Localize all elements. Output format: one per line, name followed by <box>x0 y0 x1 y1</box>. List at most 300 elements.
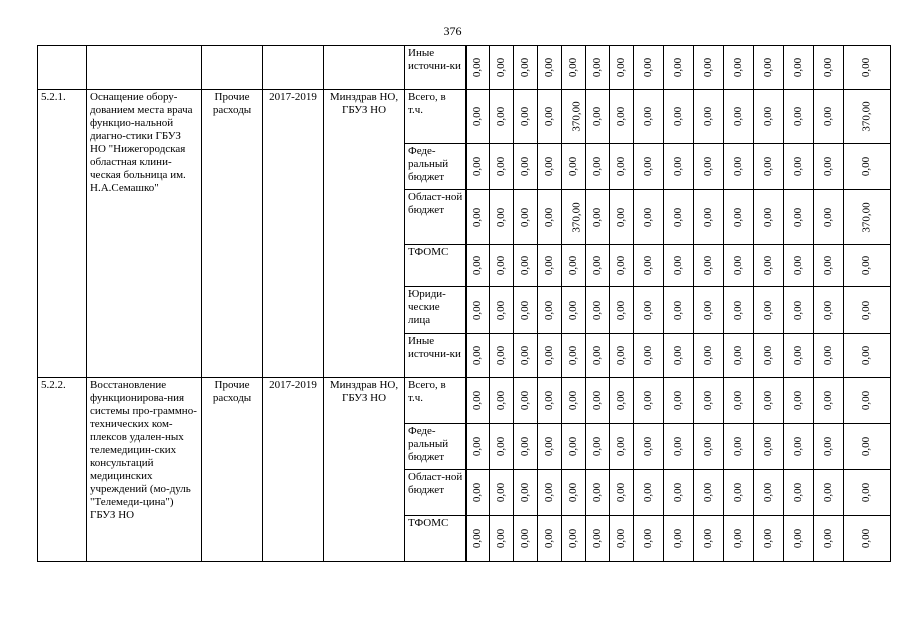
value-text: 0,00 <box>519 255 531 276</box>
value-cell <box>694 46 724 90</box>
value-text: 0,00 <box>495 207 507 227</box>
value-text: 0,00 <box>615 300 627 320</box>
value-cell <box>466 144 490 190</box>
value-cell <box>538 378 562 424</box>
value-text: 0,00 <box>519 436 531 457</box>
value-text: 0,00 <box>519 528 531 549</box>
value-text: 0,00 <box>591 57 603 78</box>
value-cell <box>754 245 784 287</box>
value-cell <box>634 516 664 562</box>
value-cell <box>724 287 754 334</box>
page-number: 376 <box>443 24 462 38</box>
value-cell <box>784 245 814 287</box>
value-cell <box>514 190 538 245</box>
value-text: 0,00 <box>471 436 484 457</box>
value-text: 0,00 <box>732 390 744 411</box>
value-text: 370,00 <box>570 101 583 132</box>
value-cell <box>814 516 844 562</box>
value-cell <box>754 90 784 144</box>
value-text: 0,00 <box>567 528 579 549</box>
value-text: 0,00 <box>822 436 834 457</box>
value-text: 0,00 <box>642 207 654 227</box>
value-cell <box>664 424 694 470</box>
value-cell <box>724 190 754 245</box>
value-cell <box>664 190 694 245</box>
value-cell <box>634 334 664 378</box>
value-cell <box>634 287 664 334</box>
value-text: 0,00 <box>702 207 714 227</box>
value-text: 0,00 <box>762 106 774 127</box>
value-text: 0,00 <box>860 57 873 78</box>
value-text: 0,00 <box>860 528 873 549</box>
value-cell <box>844 46 891 90</box>
value-text: 0,00 <box>591 300 603 320</box>
value-cell <box>490 424 514 470</box>
value-text: 0,00 <box>519 345 531 366</box>
value-cell <box>754 378 784 424</box>
source-cell: Всего, в т.ч. <box>405 378 466 424</box>
value-cell <box>634 46 664 90</box>
value-text: 0,00 <box>495 436 507 457</box>
value-cell <box>694 470 724 516</box>
value-cell <box>634 424 664 470</box>
value-cell <box>724 378 754 424</box>
value-text: 370,00 <box>860 201 873 233</box>
value-text: 0,00 <box>702 300 714 320</box>
value-cell <box>586 245 610 287</box>
value-cell <box>844 378 891 424</box>
value-cell <box>634 470 664 516</box>
value-text: 0,00 <box>471 207 484 227</box>
value-cell <box>538 46 562 90</box>
value-text: 0,00 <box>762 436 774 457</box>
value-text: 0,00 <box>860 300 873 320</box>
expense-type: Прочие расходы <box>202 378 263 562</box>
value-text: 0,00 <box>471 528 484 549</box>
value-text: 0,00 <box>860 482 873 503</box>
source-cell: ТФОМС <box>405 245 466 287</box>
value-text: 0,00 <box>615 390 627 411</box>
value-cell <box>586 190 610 245</box>
value-cell <box>754 287 784 334</box>
value-cell <box>784 470 814 516</box>
value-cell <box>514 245 538 287</box>
value-text: 0,00 <box>762 57 774 78</box>
value-cell <box>490 378 514 424</box>
value-cell <box>724 334 754 378</box>
value-cell <box>664 287 694 334</box>
value-text: 0,00 <box>702 528 714 549</box>
value-cell <box>634 90 664 144</box>
value-cell <box>538 424 562 470</box>
value-cell <box>466 245 490 287</box>
value-cell <box>610 190 634 245</box>
value-text: 0,00 <box>543 390 555 411</box>
value-cell <box>538 287 562 334</box>
section-code: 5.2.1. <box>38 90 87 378</box>
value-text: 0,00 <box>567 482 579 503</box>
value-cell <box>664 334 694 378</box>
value-text: 0,00 <box>762 255 774 276</box>
value-text: 0,00 <box>615 528 627 549</box>
value-cell <box>562 516 586 562</box>
value-cell <box>610 470 634 516</box>
value-text: 0,00 <box>642 345 654 366</box>
value-cell <box>514 90 538 144</box>
value-text: 0,00 <box>672 106 684 127</box>
value-cell <box>538 190 562 245</box>
value-cell <box>634 190 664 245</box>
value-text: 0,00 <box>543 255 555 276</box>
empty-cell <box>263 46 324 90</box>
value-cell <box>784 90 814 144</box>
value-cell <box>724 245 754 287</box>
source-cell: Иные источни-ки <box>405 46 466 90</box>
value-text: 0,00 <box>762 482 774 503</box>
table-row <box>38 378 891 424</box>
value-cell <box>490 516 514 562</box>
value-cell <box>538 245 562 287</box>
value-cell <box>466 190 490 245</box>
value-cell <box>514 424 538 470</box>
value-text: 0,00 <box>702 255 714 276</box>
value-cell <box>694 144 724 190</box>
value-text: 370,00 <box>570 201 583 233</box>
value-cell <box>664 245 694 287</box>
value-text: 0,00 <box>642 390 654 411</box>
source-cell: ТФОМС <box>405 516 466 562</box>
value-cell <box>784 378 814 424</box>
value-cell <box>844 190 891 245</box>
value-text: 0,00 <box>642 528 654 549</box>
value-cell <box>514 470 538 516</box>
value-cell <box>784 287 814 334</box>
value-cell <box>562 90 586 144</box>
value-text: 0,00 <box>567 436 579 457</box>
value-text: 0,00 <box>702 482 714 503</box>
value-cell <box>814 378 844 424</box>
value-cell <box>538 144 562 190</box>
value-text: 0,00 <box>615 255 627 276</box>
source-cell: Юриди-ческие лица <box>405 287 466 334</box>
value-cell <box>694 190 724 245</box>
value-text: 0,00 <box>792 57 804 78</box>
value-text: 0,00 <box>702 345 714 366</box>
value-cell <box>562 334 586 378</box>
value-text: 0,00 <box>591 436 603 457</box>
value-text: 0,00 <box>642 300 654 320</box>
value-cell <box>844 90 891 144</box>
value-cell <box>466 334 490 378</box>
value-text: 0,00 <box>567 300 579 320</box>
value-text: 0,00 <box>762 156 774 177</box>
value-cell <box>844 516 891 562</box>
value-cell <box>784 190 814 245</box>
value-text: 0,00 <box>471 390 484 411</box>
value-cell <box>514 334 538 378</box>
value-cell <box>562 190 586 245</box>
value-text: 0,00 <box>792 345 804 366</box>
value-cell <box>562 424 586 470</box>
value-cell <box>844 144 891 190</box>
value-text: 0,00 <box>792 156 804 177</box>
value-cell <box>610 46 634 90</box>
value-text: 0,00 <box>672 57 684 78</box>
value-cell <box>610 245 634 287</box>
value-cell <box>694 424 724 470</box>
value-text: 0,00 <box>672 436 684 457</box>
value-text: 0,00 <box>615 207 627 227</box>
value-text: 0,00 <box>519 106 531 127</box>
value-text: 0,00 <box>615 436 627 457</box>
value-text: 0,00 <box>672 207 684 227</box>
value-text: 0,00 <box>822 528 834 549</box>
value-cell <box>694 378 724 424</box>
value-cell <box>562 470 586 516</box>
value-text: 0,00 <box>567 255 579 276</box>
value-cell <box>754 46 784 90</box>
value-cell <box>814 144 844 190</box>
value-text: 0,00 <box>792 436 804 457</box>
value-text: 0,00 <box>860 436 873 457</box>
value-cell <box>664 90 694 144</box>
value-text: 0,00 <box>591 528 603 549</box>
table-row <box>38 90 891 144</box>
value-text: 0,00 <box>732 106 744 127</box>
value-cell <box>466 46 490 90</box>
value-cell <box>586 424 610 470</box>
value-cell <box>844 334 891 378</box>
value-cell <box>784 516 814 562</box>
value-text: 0,00 <box>495 300 507 320</box>
value-cell <box>586 516 610 562</box>
value-cell <box>586 46 610 90</box>
value-text: 0,00 <box>672 482 684 503</box>
value-text: 0,00 <box>822 207 834 227</box>
value-cell <box>664 516 694 562</box>
value-cell <box>466 424 490 470</box>
value-cell <box>610 287 634 334</box>
value-text: 0,00 <box>543 106 555 127</box>
value-cell <box>586 334 610 378</box>
value-text: 0,00 <box>543 57 555 78</box>
value-text: 0,00 <box>615 106 627 127</box>
value-text: 0,00 <box>732 207 744 227</box>
value-text: 0,00 <box>822 482 834 503</box>
value-cell <box>634 144 664 190</box>
value-text: 0,00 <box>822 300 834 320</box>
value-text: 0,00 <box>543 436 555 457</box>
value-cell <box>586 378 610 424</box>
value-text: 0,00 <box>471 255 484 276</box>
value-text: 0,00 <box>567 345 579 366</box>
value-cell <box>754 190 784 245</box>
value-text: 0,00 <box>615 482 627 503</box>
value-text: 0,00 <box>732 57 744 78</box>
value-cell <box>490 190 514 245</box>
value-text: 0,00 <box>732 345 744 366</box>
value-text: 0,00 <box>642 156 654 177</box>
value-text: 0,00 <box>519 156 531 177</box>
value-cell <box>490 90 514 144</box>
value-text: 0,00 <box>792 528 804 549</box>
value-cell <box>814 190 844 245</box>
value-text: 0,00 <box>591 390 603 411</box>
value-cell <box>664 144 694 190</box>
value-text: 0,00 <box>702 436 714 457</box>
value-cell <box>466 516 490 562</box>
value-text: 0,00 <box>672 390 684 411</box>
value-cell <box>814 287 844 334</box>
source-cell: Област-ной бюджет <box>405 190 466 245</box>
value-cell <box>694 245 724 287</box>
value-text: 0,00 <box>672 300 684 320</box>
source-cell: Иные источни-ки <box>405 334 466 378</box>
value-text: 0,00 <box>591 156 603 177</box>
value-cell <box>754 516 784 562</box>
value-text: 0,00 <box>702 156 714 177</box>
value-cell <box>490 287 514 334</box>
section-name: Оснащение обору-дованием места врача функцио-нальной диагно-стики ГБУЗ НО "Нижегородская областная клини-ческая больница им. Н.А.Семашко" <box>87 90 202 378</box>
value-cell <box>610 516 634 562</box>
value-cell <box>562 245 586 287</box>
value-cell <box>664 470 694 516</box>
value-cell <box>814 424 844 470</box>
value-text: 0,00 <box>543 300 555 320</box>
value-text: 0,00 <box>495 482 507 503</box>
empty-cell <box>38 46 87 90</box>
value-text: 0,00 <box>642 436 654 457</box>
value-text: 0,00 <box>732 482 744 503</box>
period: 2017-2019 <box>263 90 324 378</box>
value-text: 0,00 <box>495 528 507 549</box>
value-cell <box>694 90 724 144</box>
table-row <box>38 46 891 90</box>
value-text: 0,00 <box>672 156 684 177</box>
value-cell <box>514 144 538 190</box>
expense-type: Прочие расходы <box>202 90 263 378</box>
value-text: 0,00 <box>762 528 774 549</box>
value-text: 0,00 <box>567 390 579 411</box>
value-text: 0,00 <box>591 482 603 503</box>
value-cell <box>724 424 754 470</box>
value-text: 0,00 <box>591 207 603 227</box>
value-cell <box>466 470 490 516</box>
value-cell <box>814 245 844 287</box>
value-text: 0,00 <box>792 390 804 411</box>
value-cell <box>724 46 754 90</box>
value-cell <box>562 144 586 190</box>
value-text: 0,00 <box>672 345 684 366</box>
budget-table <box>37 45 891 562</box>
value-cell <box>514 46 538 90</box>
value-cell <box>844 245 891 287</box>
value-text: 0,00 <box>567 57 579 78</box>
value-cell <box>538 90 562 144</box>
value-cell <box>784 46 814 90</box>
value-cell <box>724 90 754 144</box>
value-text: 0,00 <box>762 390 774 411</box>
value-text: 0,00 <box>591 106 603 127</box>
value-cell <box>754 470 784 516</box>
value-text: 0,00 <box>567 156 579 177</box>
value-text: 0,00 <box>732 528 744 549</box>
value-cell <box>754 424 784 470</box>
executor: Минздрав НО, ГБУЗ НО <box>324 90 405 378</box>
value-text: 0,00 <box>543 345 555 366</box>
section-code: 5.2.2. <box>38 378 87 562</box>
value-cell <box>754 334 784 378</box>
value-cell <box>490 46 514 90</box>
value-text: 0,00 <box>543 528 555 549</box>
value-cell <box>634 245 664 287</box>
value-text: 0,00 <box>822 57 834 78</box>
value-cell <box>814 470 844 516</box>
empty-cell <box>202 46 263 90</box>
value-text: 0,00 <box>792 482 804 503</box>
value-cell <box>814 90 844 144</box>
value-cell <box>664 46 694 90</box>
value-text: 0,00 <box>822 106 834 127</box>
value-text: 0,00 <box>519 300 531 320</box>
value-cell <box>634 378 664 424</box>
value-cell <box>466 378 490 424</box>
value-text: 0,00 <box>762 207 774 227</box>
value-cell <box>490 245 514 287</box>
value-text: 0,00 <box>672 528 684 549</box>
value-text: 0,00 <box>860 345 873 366</box>
value-text: 0,00 <box>519 390 531 411</box>
value-text: 0,00 <box>471 345 484 366</box>
value-cell <box>514 287 538 334</box>
value-text: 0,00 <box>519 207 531 227</box>
value-cell <box>490 334 514 378</box>
value-text: 0,00 <box>642 482 654 503</box>
value-text: 0,00 <box>495 106 507 127</box>
value-text: 0,00 <box>471 300 484 320</box>
value-cell <box>610 334 634 378</box>
value-cell <box>538 334 562 378</box>
value-cell <box>694 334 724 378</box>
value-cell <box>844 470 891 516</box>
value-cell <box>586 287 610 334</box>
value-text: 0,00 <box>732 255 744 276</box>
value-text: 0,00 <box>702 390 714 411</box>
value-cell <box>586 144 610 190</box>
value-text: 0,00 <box>792 300 804 320</box>
value-text: 0,00 <box>860 390 873 411</box>
value-text: 0,00 <box>495 57 507 78</box>
value-text: 0,00 <box>762 300 774 320</box>
source-cell: Феде-ральный бюджет <box>405 144 466 190</box>
value-text: 0,00 <box>495 345 507 366</box>
value-cell <box>724 470 754 516</box>
value-text: 0,00 <box>471 106 484 127</box>
value-text: 0,00 <box>495 156 507 177</box>
value-text: 0,00 <box>822 390 834 411</box>
value-text: 0,00 <box>471 57 484 78</box>
value-cell <box>466 90 490 144</box>
value-cell <box>784 334 814 378</box>
empty-cell <box>87 46 202 90</box>
value-cell <box>610 378 634 424</box>
value-text: 0,00 <box>543 156 555 177</box>
value-text: 0,00 <box>471 482 484 503</box>
value-text: 0,00 <box>591 345 603 366</box>
value-cell <box>586 470 610 516</box>
value-text: 0,00 <box>860 255 873 276</box>
value-text: 0,00 <box>732 156 744 177</box>
